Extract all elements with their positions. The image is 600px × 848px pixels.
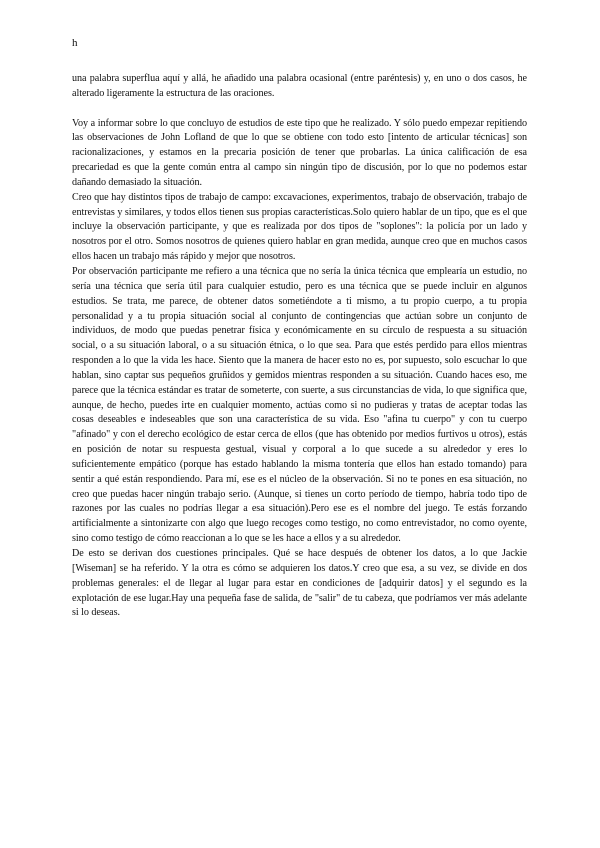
- document-body: [72, 72, 527, 621]
- paragraph-informe: Voy a informar sobre lo que concluyo de estudios de este tipo que he realizado. Y sólo puedo empezar repitiendo las observaciones de John Lofland de que lo que se obtiene con todo esto [intento de articular técnicas] son racionalizaciones, y estamos en la precaria posición de tener que probarlas. La única calificación de esa precariedad es que la gente común entra al campo sin ningún tipo de discusión, por lo que no podemos estar dañando demasiado la situación.: [72, 117, 527, 188]
- paragraph-observacion-participante: Por observación participante me refiero a una técnica que no sería la única técnica que emplearía un estudio, no sería una técnica que sería útil para cualquier estudio, pero es una técnica que se puede incluir en algunos estudios. Se trata, me parece, de obtener datos sometiéndote a ti mismo, a tu propio cuerpo, a tu propia personalidad y a tu propia situación social al conjunto de contingencias que actúan sobre un conjunto de individuos, de modo que puedas penetrar física y económicamente en su círculo de respuesta a su situación social, o a su situación laboral, o a su situación étnica, o lo que sea. Para que estés perdido para ellos mientras responden a lo que la vida les hace. Siento que la manera de hacer esto no es, por supuesto, solo escuchar lo que hablan, sino captar sus pequeños gruñidos y gemidos mientras responden a su situación. Cuando haces eso, me parece que la técnica estándar es tratar de someterte, con suerte, a sus circunstancias de vida, lo que significa que, aunque, de hecho, puedes irte en cualquier momento, actúas como si no pudieras y tratas de aceptar todas las cosas deseables e indeseables que son una característica de su vida. Eso "afina tu cuerpo" y con tu cuerpo "afinado" y con el derecho ecológico de estar cerca de ellos (que has obtenido por medios furtivos u otros), estás en posición de notar su respuesta gestual, visual y corporal a lo que sucede a su alrededor y eres lo suficientemente empático (porque has estado hablando la misma tontería que ellos han estado tomando) para sentir a qué están respondiendo. Para mí, ese es el núcleo de la observación. Si no te pones en esa situación, no creo que puedas hacer ningún trabajo serio. (Aunque, si tienes un corto período de tiempo, habría todo tipo de razones por las cuales no podrías llegar a esa situación).Pero ese es el nombre del juego. Te estás forzando artificialmente a sintonizarte con algo que luego recoges como testigo, no como entrevistador, no como oyente, sino como testigo de cómo reaccionan a lo que se les hace a ellos y a su alrededor.: [72, 265, 527, 545]
- page-header-mark: h: [72, 37, 78, 49]
- paragraph-continuation: una palabra superflua aquí y allá, he añadido una palabra ocasional (entre paréntesis) y, en uno o dos casos, he alterado ligeramente la estructura de las oraciones.: [72, 73, 527, 99]
- paragraph-tipos-trabajo: Creo que hay distintos tipos de trabajo de campo: excavaciones, experimentos, trabajo de observación, trabajo de entrevistas y similares, y todos ellos tienen sus propias características.Solo quiero hablar de un tipo, que es el que incluye la observación participante, y que es realizada por dos tipos de "soplones": la policía por un lado y nosotros por el otro. Somos nosotros de quienes quiero hablar en gran medida, aunque creo que en muchos casos ellos hacen un trabajo más rápido y mejor que nosotros.: [72, 191, 527, 263]
- paragraph-cuestiones: De esto se derivan dos cuestiones principales. Qué se hace después de obtener los datos, a lo que Jackie [Wiseman] se ha referido. Y la otra es cómo se adquieren los datos.Y creo que esa, a su vez, se divide en dos problemas generales: el de llegar al lugar para estar en condiciones de [adquirir datos] y el segundo es la explotación de ese lugar.Hay una pequeña fase de salida, de "salir" de tu cabeza, que podríamos ver más adelante si lo deseas.: [72, 548, 527, 619]
